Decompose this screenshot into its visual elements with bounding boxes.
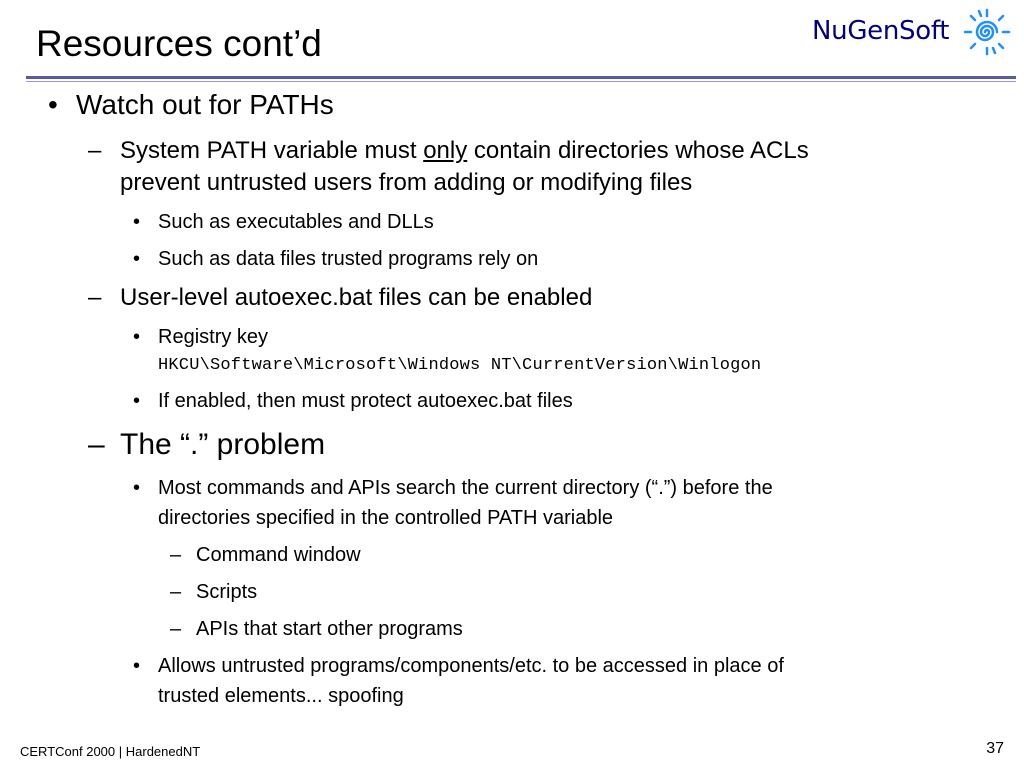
logo-text: NuGenSoft	[812, 16, 950, 46]
item-spoofing: Allows untrusted programs/components/etc. to be accessed in place of	[158, 655, 784, 677]
item-spoofing-line2: trusted elements... spoofing	[158, 685, 404, 707]
title-divider-thin	[26, 81, 1016, 82]
item-search-order-line2: directories specified in the controlled PATH variable	[158, 507, 614, 529]
dash-mark: –	[170, 618, 182, 640]
item-executables: Such as executables and DLLs	[158, 211, 434, 233]
item-protect-autoexec: If enabled, then must protect autoexec.bat files	[158, 390, 573, 412]
sub-system-path-line2: prevent untrusted users from adding or modifying files	[120, 169, 693, 196]
slide-title: Resources cont’d	[36, 23, 322, 64]
item-scripts: Scripts	[196, 581, 258, 603]
page-number: 37	[986, 740, 1004, 757]
bullet-mark: •	[133, 326, 141, 348]
emphasis-only: only	[423, 137, 468, 164]
item-command-window: Command window	[196, 544, 361, 566]
sub-autoexec: User-level autoexec.bat files can be enabled	[120, 284, 593, 311]
dash-mark: –	[88, 428, 105, 461]
title-divider	[26, 76, 1016, 79]
dash-mark: –	[170, 581, 182, 603]
item-search-order: Most commands and APIs search the current directory (“.”) before the	[158, 477, 773, 499]
dash-mark: –	[88, 284, 102, 311]
sub-dot-problem: The “.” problem	[120, 428, 326, 461]
bullet-mark: •	[48, 89, 58, 120]
item-apis: APIs that start other programs	[196, 618, 463, 640]
bullet-mark: •	[133, 211, 141, 233]
item-data-files: Such as data files trusted programs rely on	[158, 248, 539, 270]
nugensoft-logo	[812, 6, 1017, 58]
text-segment: contain directories whose ACLs	[467, 137, 809, 164]
bullet-watch-paths: Watch out for PATHs	[76, 89, 334, 120]
bullet-mark: •	[133, 390, 141, 412]
bullet-mark: •	[133, 477, 141, 499]
bullet-mark: •	[133, 248, 141, 270]
registry-key-path: HKCU\Software\Microsoft\Windows NT\CurrentVersion\Winlogon	[158, 356, 762, 375]
sub-system-path	[120, 136, 809, 166]
bullet-mark: •	[133, 655, 141, 677]
item-registry-key: Registry key	[158, 326, 269, 348]
text-segment: System PATH variable must	[120, 137, 424, 164]
dash-mark: –	[88, 137, 102, 164]
slide-footer: CERTConf 2000 | HardenedNT	[20, 744, 201, 759]
sun-spiral-icon	[957, 6, 1017, 58]
dash-mark: –	[170, 544, 182, 566]
